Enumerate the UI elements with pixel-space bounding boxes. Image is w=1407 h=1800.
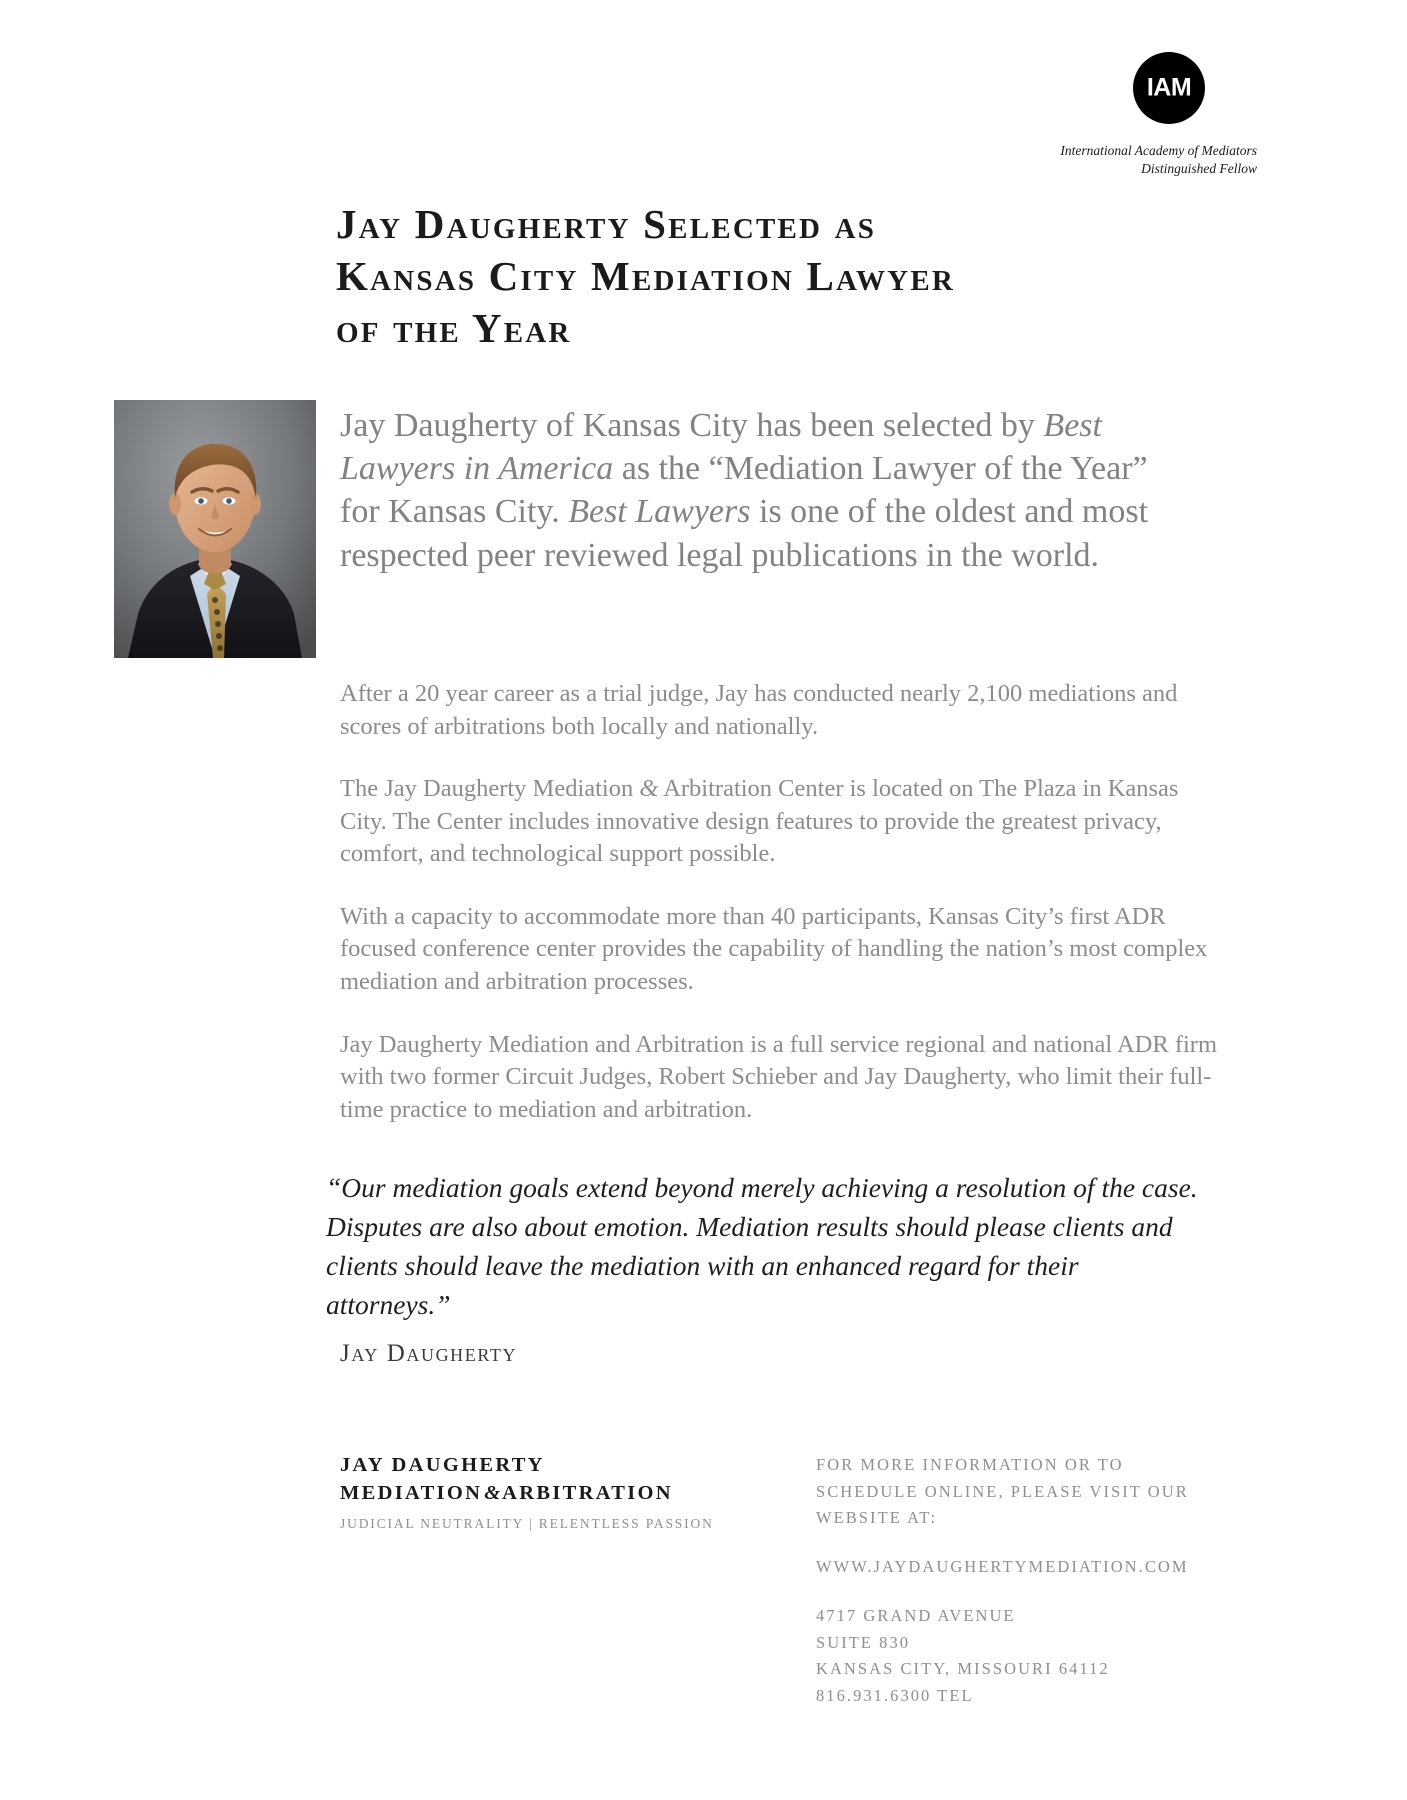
footer-info-line-3: WEBSITE AT: [816,1508,938,1528]
footer-website-link[interactable] [816,1554,1246,1581]
footer-brand-mediation: MEDIATION [340,1481,483,1504]
body-paragraph-1: After a 20 year career as a trial judge, Jay has conducted nearly 2,100 mediations and scores of arbitrations both locally and nationally. [340,680,1178,740]
headline-line-2: Kansas City Mediation Lawyer [336,253,955,300]
body-paragraph-3: With a capacity to accommodate more than 40 participants, Kansas City’s first ADR focused conference center provides the capability of handling the nation’s most complex mediation and arbitration processes. [340,902,1208,996]
footer-tagline: JUDICIAL NEUTRALITY | RELENTLESS PASSION [340,1516,714,1532]
pull-quote: “Our mediation goals extend beyond merely achieving a resolution of the case. Disputes are also about emotion. Mediation results should please clients and clients should leave the mediation with an enhanced regard for their attorneys.” [326,1172,1198,1321]
lead-text-part-1: Jay Daugherty of Kansas City has been selected by [340,407,1044,444]
iam-badge-block [837,52,1257,178]
iam-caption-line-2: Distinguished Fellow [1141,161,1257,177]
iam-logo-icon [1133,52,1205,124]
footer-contact-block [816,1452,1246,1710]
body-paragraph-4: Jay Daugherty Mediation and Arbitration is a full service regional and national ADR firm with two former Circuit Judges, Robert Schieber and Jay Daugherty, who limit their full-time practice to mediation and arbitration. [340,1030,1218,1123]
footer-info-line-2: SCHEDULE ONLINE, PLEASE VISIT OUR [816,1481,1189,1501]
iam-logo-label: IAM [1146,73,1192,102]
pull-quote-attribution: Jay Daugherty [340,1340,518,1367]
lead-text-part-3: is one of the oldest and most respected peer reviewed legal publications in the world. [340,493,1149,574]
footer-brand-arbitration: ARBITRATION [502,1481,673,1504]
footer-address-line-3: KANSAS CITY, MISSOURI 64112 [816,1659,1110,1679]
footer-address [816,1603,1246,1710]
ampersand-glyph: & [639,775,659,803]
page-title [336,198,1196,354]
footer-address-line-1: 4717 GRAND AVENUE [816,1605,1016,1625]
lead-text-part-2: as the “Mediation Lawyer of the Year” for Kansas City. [340,450,1148,531]
iam-caption-line-1: International Academy of Mediators [1060,143,1257,158]
body-paragraph-2-after: Arbitration Center is located on The Plaza in Kansas City. The Center includes innovative design features to provide the greatest privacy, comfort, and technological support possible. [340,775,1179,868]
headline-line-3: of the Year [336,305,572,352]
lead-paragraph [340,404,1190,577]
footer-phone: 816.931.6300 TEL [816,1686,974,1706]
footer-brand-line-2 [340,1480,770,1508]
portrait-illustration [114,400,316,658]
footer-info-text [816,1452,1246,1532]
footer-info-line-1: FOR MORE INFORMATION OR TO [816,1455,1124,1474]
body-paragraph-2 [340,773,1220,871]
footer-ampersand-glyph: & [484,1481,501,1504]
footer-spacer-2 [816,1581,1246,1603]
footer-spacer-1 [816,1532,1246,1554]
body-paragraph-2-before: The Jay Daugherty Mediation [340,775,640,803]
footer-brand-line-1: JAY DAUGHERTY [340,1454,545,1476]
lead-italic-best-lawyers-in-america: Best Lawyers in America [340,407,1102,488]
portrait-photo [114,400,316,658]
headline-line-1: Jay Daugherty Selected as [336,201,877,247]
footer-brand-block [340,1452,770,1532]
footer-website-url[interactable]: WWW.JAYDAUGHERTYMEDIATION.COM [816,1557,1189,1577]
body-text-column [340,678,1220,1156]
iam-caption [837,142,1257,178]
lead-italic-best-lawyers: Best Lawyers [568,493,751,531]
footer-address-line-2: SUITE 830 [816,1632,911,1652]
